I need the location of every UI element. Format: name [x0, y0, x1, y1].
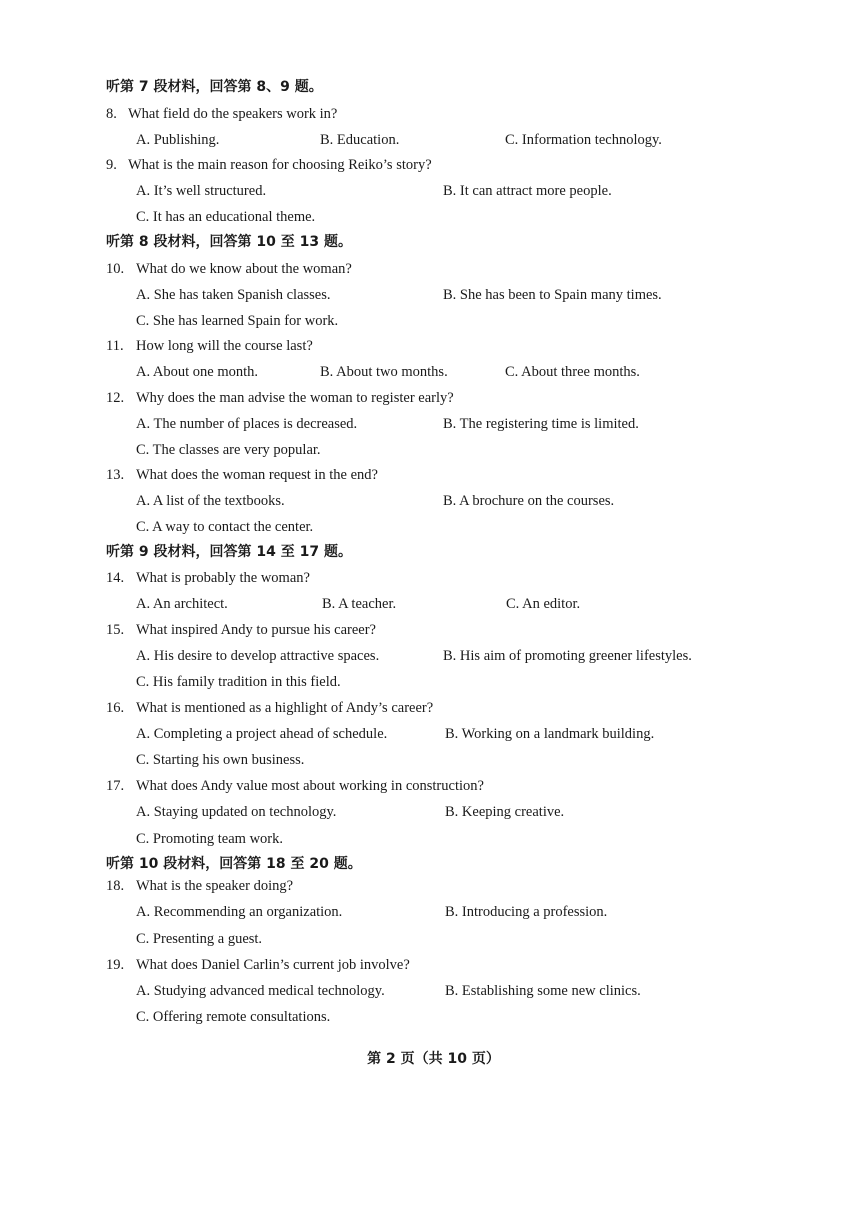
question-number: 17. — [106, 778, 125, 794]
option-a: A. Completing a project ahead of schedule. — [136, 726, 388, 742]
option-b: B. Education. — [320, 132, 400, 148]
option-c: C. Starting his own business. — [136, 752, 305, 768]
question-10 — [0, 256, 867, 282]
option-c: C. It has an educational theme. — [136, 209, 316, 225]
option-a: A. Recommending an organization. — [136, 904, 343, 920]
options-16-ab — [0, 721, 867, 747]
question-15 — [0, 617, 867, 643]
question-17 — [0, 773, 867, 799]
option-a: A. About one month. — [136, 364, 259, 380]
option-a: A. Publishing. — [136, 132, 220, 148]
question-number: 9. — [106, 157, 117, 173]
question-number: 12. — [106, 390, 125, 406]
option-a: A. Studying advanced medical technology. — [136, 983, 385, 999]
question-19 — [0, 952, 867, 978]
question-18 — [0, 873, 867, 899]
option-b: B. A teacher. — [322, 596, 397, 612]
question-number: 19. — [106, 957, 125, 973]
option-a: A. An architect. — [136, 596, 228, 612]
question-text: How long will the course last? — [136, 338, 313, 354]
options-14 — [0, 591, 867, 617]
question-text: Why does the man advise the woman to register early? — [136, 390, 454, 406]
option-b: B. Establishing some new clinics. — [445, 983, 641, 999]
question-text: What is mentioned as a highlight of Andy’s career? — [136, 700, 434, 716]
options-19-c — [0, 1004, 867, 1030]
question-text: What does Daniel Carlin’s current job involve? — [136, 957, 410, 973]
option-b: B. A brochure on the courses. — [443, 493, 615, 509]
question-number: 8. — [106, 106, 117, 122]
options-15-c — [0, 669, 867, 695]
options-18-ab — [0, 899, 867, 925]
question-number: 16. — [106, 700, 125, 716]
question-text: What is probably the woman? — [136, 570, 310, 586]
question-number: 13. — [106, 467, 125, 483]
option-c: C. The classes are very popular. — [136, 442, 321, 458]
option-a: A. Staying updated on technology. — [136, 804, 337, 820]
section-heading-8: 听第 8 段材料，回答第 10 至 13 题。 — [106, 234, 352, 250]
options-19-ab — [0, 978, 867, 1004]
options-11 — [0, 359, 867, 385]
options-16-c — [0, 747, 867, 773]
option-a: A. His desire to develop attractive spaces. — [136, 648, 380, 664]
section-heading-7: 听第 7 段材料，回答第 8、9 题。 — [106, 79, 323, 95]
question-text: What field do the speakers work in? — [128, 106, 338, 122]
option-c: C. His family tradition in this field. — [136, 674, 341, 690]
option-b: B. Working on a landmark building. — [445, 726, 655, 742]
option-c: C. About three months. — [505, 364, 640, 380]
options-15-ab — [0, 643, 867, 669]
option-b: B. She has been to Spain many times. — [443, 287, 662, 303]
question-text: What is the speaker doing? — [136, 878, 294, 894]
option-b: B. His aim of promoting greener lifestyles. — [443, 648, 692, 664]
question-8 — [0, 101, 867, 127]
option-c: C. She has learned Spain for work. — [136, 313, 339, 329]
option-b: B. It can attract more people. — [443, 183, 612, 199]
page-number-footer: 第 2 页（共 10 页） — [367, 1051, 500, 1067]
option-c: C. Information technology. — [505, 132, 662, 148]
section-heading-9: 听第 9 段材料，回答第 14 至 17 题。 — [106, 544, 352, 560]
section-heading-10: 听第 10 段材料，回答第 18 至 20 题。 — [106, 856, 362, 872]
option-b: B. Introducing a profession. — [445, 904, 608, 920]
options-13-c — [0, 514, 867, 540]
options-18-c — [0, 926, 867, 952]
question-text: What does Andy value most about working in construction? — [136, 778, 484, 794]
question-number: 15. — [106, 622, 125, 638]
option-c: C. Promoting team work. — [136, 831, 284, 847]
options-8 — [0, 127, 867, 153]
options-12-ab — [0, 411, 867, 437]
question-number: 18. — [106, 878, 125, 894]
question-number: 11. — [106, 338, 124, 354]
option-c: C. Presenting a guest. — [136, 931, 263, 947]
question-13 — [0, 462, 867, 488]
options-9-c — [0, 204, 867, 230]
option-a: A. It’s well structured. — [136, 183, 267, 199]
options-17-c — [0, 826, 867, 852]
option-a: A. She has taken Spanish classes. — [136, 287, 331, 303]
question-number: 10. — [106, 261, 125, 277]
question-12 — [0, 385, 867, 411]
options-10-ab — [0, 282, 867, 308]
question-9 — [0, 152, 867, 178]
question-16 — [0, 695, 867, 721]
question-11 — [0, 333, 867, 359]
option-a: A. A list of the textbooks. — [136, 493, 285, 509]
question-14 — [0, 565, 867, 591]
option-c: C. A way to contact the center. — [136, 519, 314, 535]
question-text: What inspired Andy to pursue his career? — [136, 622, 376, 638]
question-text: What do we know about the woman? — [136, 261, 352, 277]
option-b: B. Keeping creative. — [445, 804, 565, 820]
options-9-ab — [0, 178, 867, 204]
options-12-c — [0, 437, 867, 463]
question-number: 14. — [106, 570, 125, 586]
option-c: C. Offering remote consultations. — [136, 1009, 331, 1025]
option-b: B. The registering time is limited. — [443, 416, 639, 432]
option-b: B. About two months. — [320, 364, 448, 380]
option-c: C. An editor. — [506, 596, 581, 612]
question-text: What is the main reason for choosing Reiko’s story? — [128, 157, 432, 173]
options-17-ab — [0, 799, 867, 825]
options-10-c — [0, 308, 867, 334]
question-text: What does the woman request in the end? — [136, 467, 378, 483]
option-a: A. The number of places is decreased. — [136, 416, 358, 432]
options-13-ab — [0, 488, 867, 514]
